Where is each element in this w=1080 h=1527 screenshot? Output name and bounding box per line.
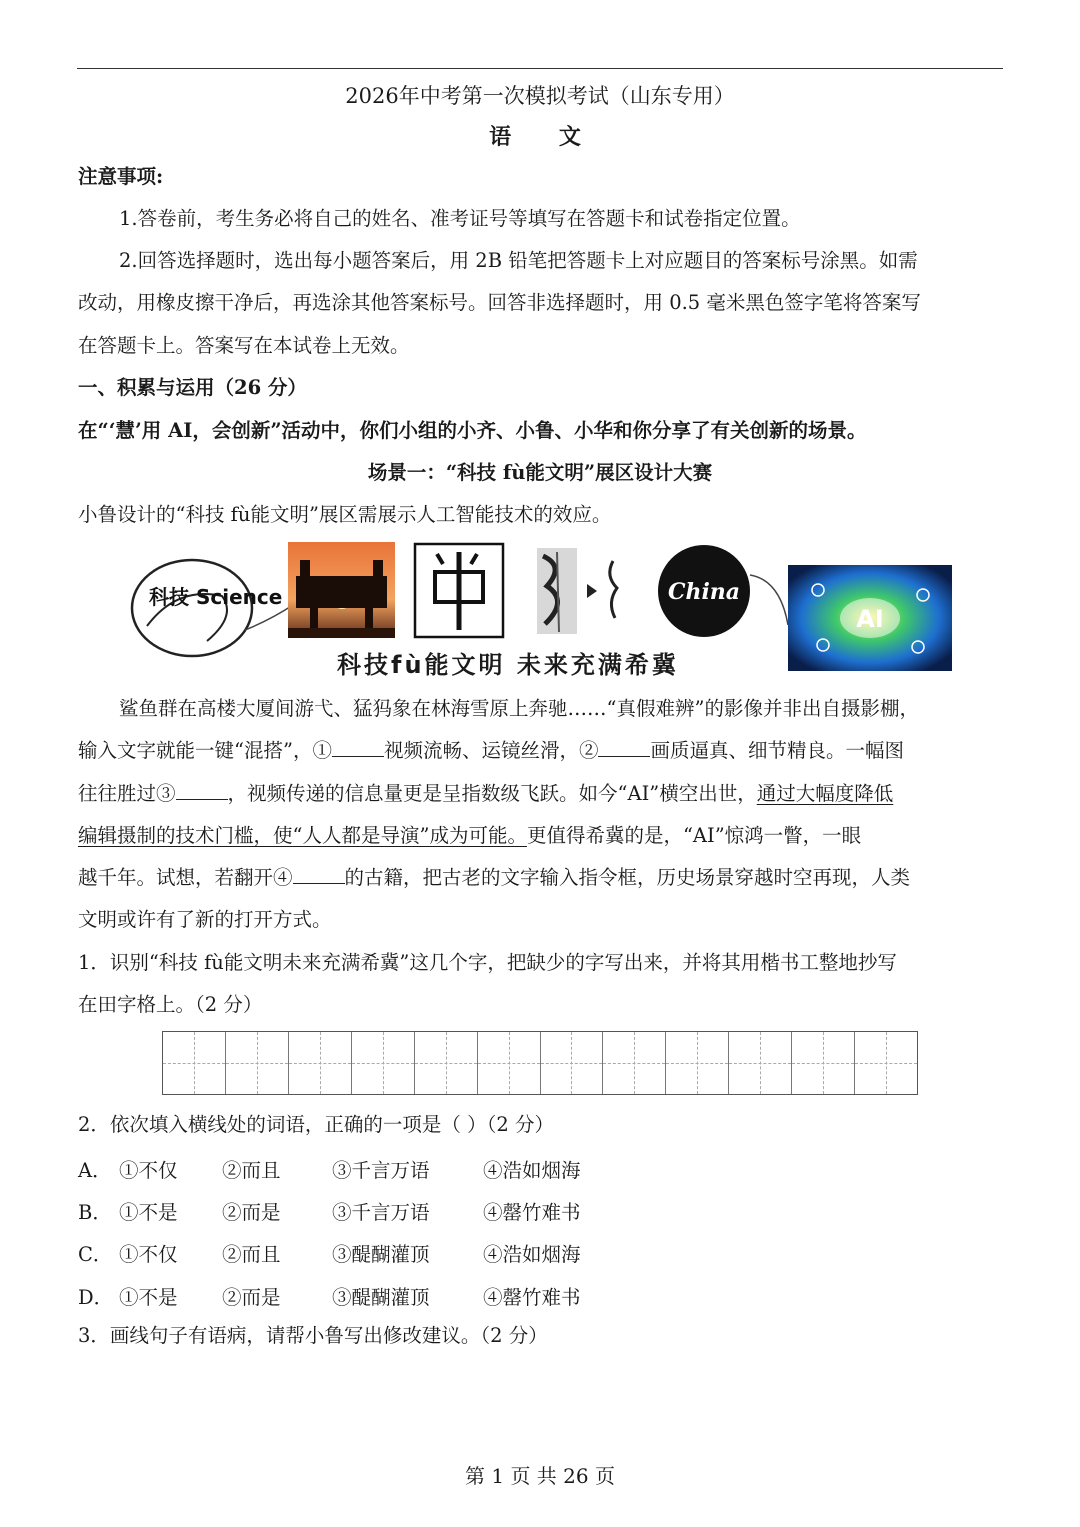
option-a-choice-3: ③千言万语 <box>332 1159 430 1182</box>
option-d-choice-1: ①不是 <box>119 1286 178 1309</box>
option-a-label[interactable]: A． <box>78 1159 112 1182</box>
option-d-label[interactable]: D． <box>78 1286 114 1309</box>
exam-title: 2026年中考第一次模拟考试（山东专用） <box>345 84 735 108</box>
option-c-choice-2: ②而且 <box>222 1243 281 1266</box>
option-b-choice-4: ④罄竹难书 <box>483 1201 581 1224</box>
grid-cell[interactable] <box>792 1032 855 1094</box>
option-a-choice-4: ④浩如烟海 <box>483 1159 581 1182</box>
notice-item-2-line-2: 改动，用橡皮擦干净后，再选涂其他答案标号。回答非选择题时，用 0.5 毫米黑色签字笔将答案写 <box>78 291 921 314</box>
passage-line-2 <box>78 738 904 764</box>
china-calligraphy-logo <box>657 544 752 639</box>
china-logo-text: China <box>667 579 741 605</box>
grid-cell[interactable] <box>226 1032 289 1094</box>
notice-item-2-line-1: 2.回答选择题时，选出每小题答案后，用 2B 铅笔把答题卡上对应题目的答案标号涂黑。如需 <box>119 249 918 272</box>
passage-line-3-a: 往往胜过③ <box>78 782 176 805</box>
passage-line-3 <box>78 781 893 807</box>
grid-cell[interactable] <box>729 1032 792 1094</box>
option-c-choice-4: ④浩如烟海 <box>483 1243 581 1266</box>
arrow-right-icon <box>587 584 597 598</box>
blank-4 <box>293 865 345 884</box>
blank-2 <box>598 738 650 757</box>
ancient-character-image <box>413 542 505 639</box>
logo-text: 科技 Science <box>149 585 283 609</box>
passage-line-2-a: 输入文字就能一键“混搭”，① <box>78 739 332 762</box>
blank-1 <box>332 738 384 757</box>
grid-cell[interactable] <box>603 1032 666 1094</box>
question-3-stem: 3．画线句子有语病，请帮小鲁写出修改建议。（2 分） <box>78 1324 548 1347</box>
page-number: 第 1 页 共 26 页 <box>465 1464 615 1488</box>
grid-cell[interactable] <box>352 1032 415 1094</box>
grid-cell[interactable] <box>478 1032 541 1094</box>
option-d-choice-2: ②而是 <box>222 1286 281 1309</box>
passage-line-5-a: 越千年。试想，若翻开④ <box>78 866 293 889</box>
option-b-choice-3: ③千言万语 <box>332 1201 430 1224</box>
bronze-ding-photo <box>288 542 395 638</box>
option-d-choice-4: ④罄竹难书 <box>483 1286 581 1309</box>
grid-cell[interactable] <box>666 1032 729 1094</box>
passage-line-5 <box>78 865 910 891</box>
grid-cell[interactable] <box>163 1032 226 1094</box>
section-1-heading: 一、积累与运用（26 分） <box>78 376 307 399</box>
underlined-sentence-part-2: 编辑摄制的技术门槛，使“人人都是导演”成为可能。 <box>78 824 527 847</box>
figure-slogan: 科技fù能文明 未来充满希冀 <box>337 651 679 679</box>
option-c-label[interactable]: C． <box>78 1243 113 1266</box>
ai-technology-image <box>788 565 952 671</box>
option-c-choice-3: ③醍醐灌顶 <box>332 1243 430 1266</box>
grid-cell[interactable] <box>289 1032 352 1094</box>
option-d-choice-3: ③醍醐灌顶 <box>332 1286 430 1309</box>
passage-line-2-b: 视频流畅、运镜丝滑，② <box>383 739 599 762</box>
scene-1-title: 场景一：“科技 fù能文明”展区设计大赛 <box>367 461 713 484</box>
option-b-label[interactable]: B． <box>78 1201 112 1224</box>
option-a-choice-1: ①不仅 <box>119 1159 178 1182</box>
question-2-stem: 2．依次填入横线处的词语，正确的一项是（ ）（2 分） <box>78 1113 554 1136</box>
ink-rubbing-image <box>535 546 630 636</box>
tianzige-grid[interactable] <box>162 1031 918 1095</box>
grid-cell[interactable] <box>541 1032 604 1094</box>
underlined-sentence-part-1: 通过大幅度降低 <box>756 782 894 805</box>
grid-cell[interactable] <box>855 1032 917 1094</box>
option-c-choice-1: ①不仅 <box>119 1243 178 1266</box>
activity-intro: 在“‘慧’用 AI，会创新”活动中，你们小组的小齐、小鲁、小华和你分享了有关创新的场景。 <box>78 419 867 442</box>
option-b-choice-1: ①不是 <box>119 1201 178 1224</box>
notice-item-2-line-3: 在答题卡上。答案写在本试卷上无效。 <box>78 334 410 357</box>
passage-line-6: 文明或许有了新的打开方式。 <box>78 908 332 931</box>
passage-line-3-b: ，视频传递的信息量更是呈指数级飞跃。如今“AI”横空出世， <box>227 782 757 805</box>
connector-line-2 <box>750 570 790 630</box>
notice-heading: 注意事项: <box>78 165 164 188</box>
header-rule <box>77 68 1003 69</box>
passage-line-4-b: 更值得希冀的是，“AI”惊鸿一瞥，一眼 <box>526 824 862 847</box>
question-1-line-1: 1．识别“科技 fù能文明未来充满希冀”这几个字，把缺少的字写出来，并将其用楷书工整地抄写 <box>78 951 897 974</box>
passage-line-4 <box>78 823 861 849</box>
passage-line-2-c: 画质逼真、细节精良。一幅图 <box>650 739 904 762</box>
blank-3 <box>176 781 228 800</box>
grid-cell[interactable] <box>415 1032 478 1094</box>
option-a-choice-2: ②而且 <box>222 1159 281 1182</box>
option-b-choice-2: ②而是 <box>222 1201 281 1224</box>
scene-1-intro: 小鲁设计的“科技 fù能文明”展区需展示人工智能技术的效应。 <box>78 503 612 526</box>
subject-title: 语 文 <box>489 124 601 150</box>
science-logo-image <box>127 556 283 661</box>
notice-item-1: 1.答卷前，考生务必将自己的姓名、准考证号等填写在答题卡和试卷指定位置。 <box>119 207 801 230</box>
ai-image-text: AI <box>856 605 884 633</box>
passage-line-5-b: 的古籍，把古老的文字输入指令框，历史场景穿越时空再现，人类 <box>344 866 911 889</box>
question-1-line-2: 在田字格上。（2 分） <box>78 993 263 1016</box>
passage-line-1: 鲨鱼群在高楼大厦间游弋、猛犸象在林海雪原上奔驰……“真假难辨”的影像并非出自摄影棚， <box>119 697 919 720</box>
